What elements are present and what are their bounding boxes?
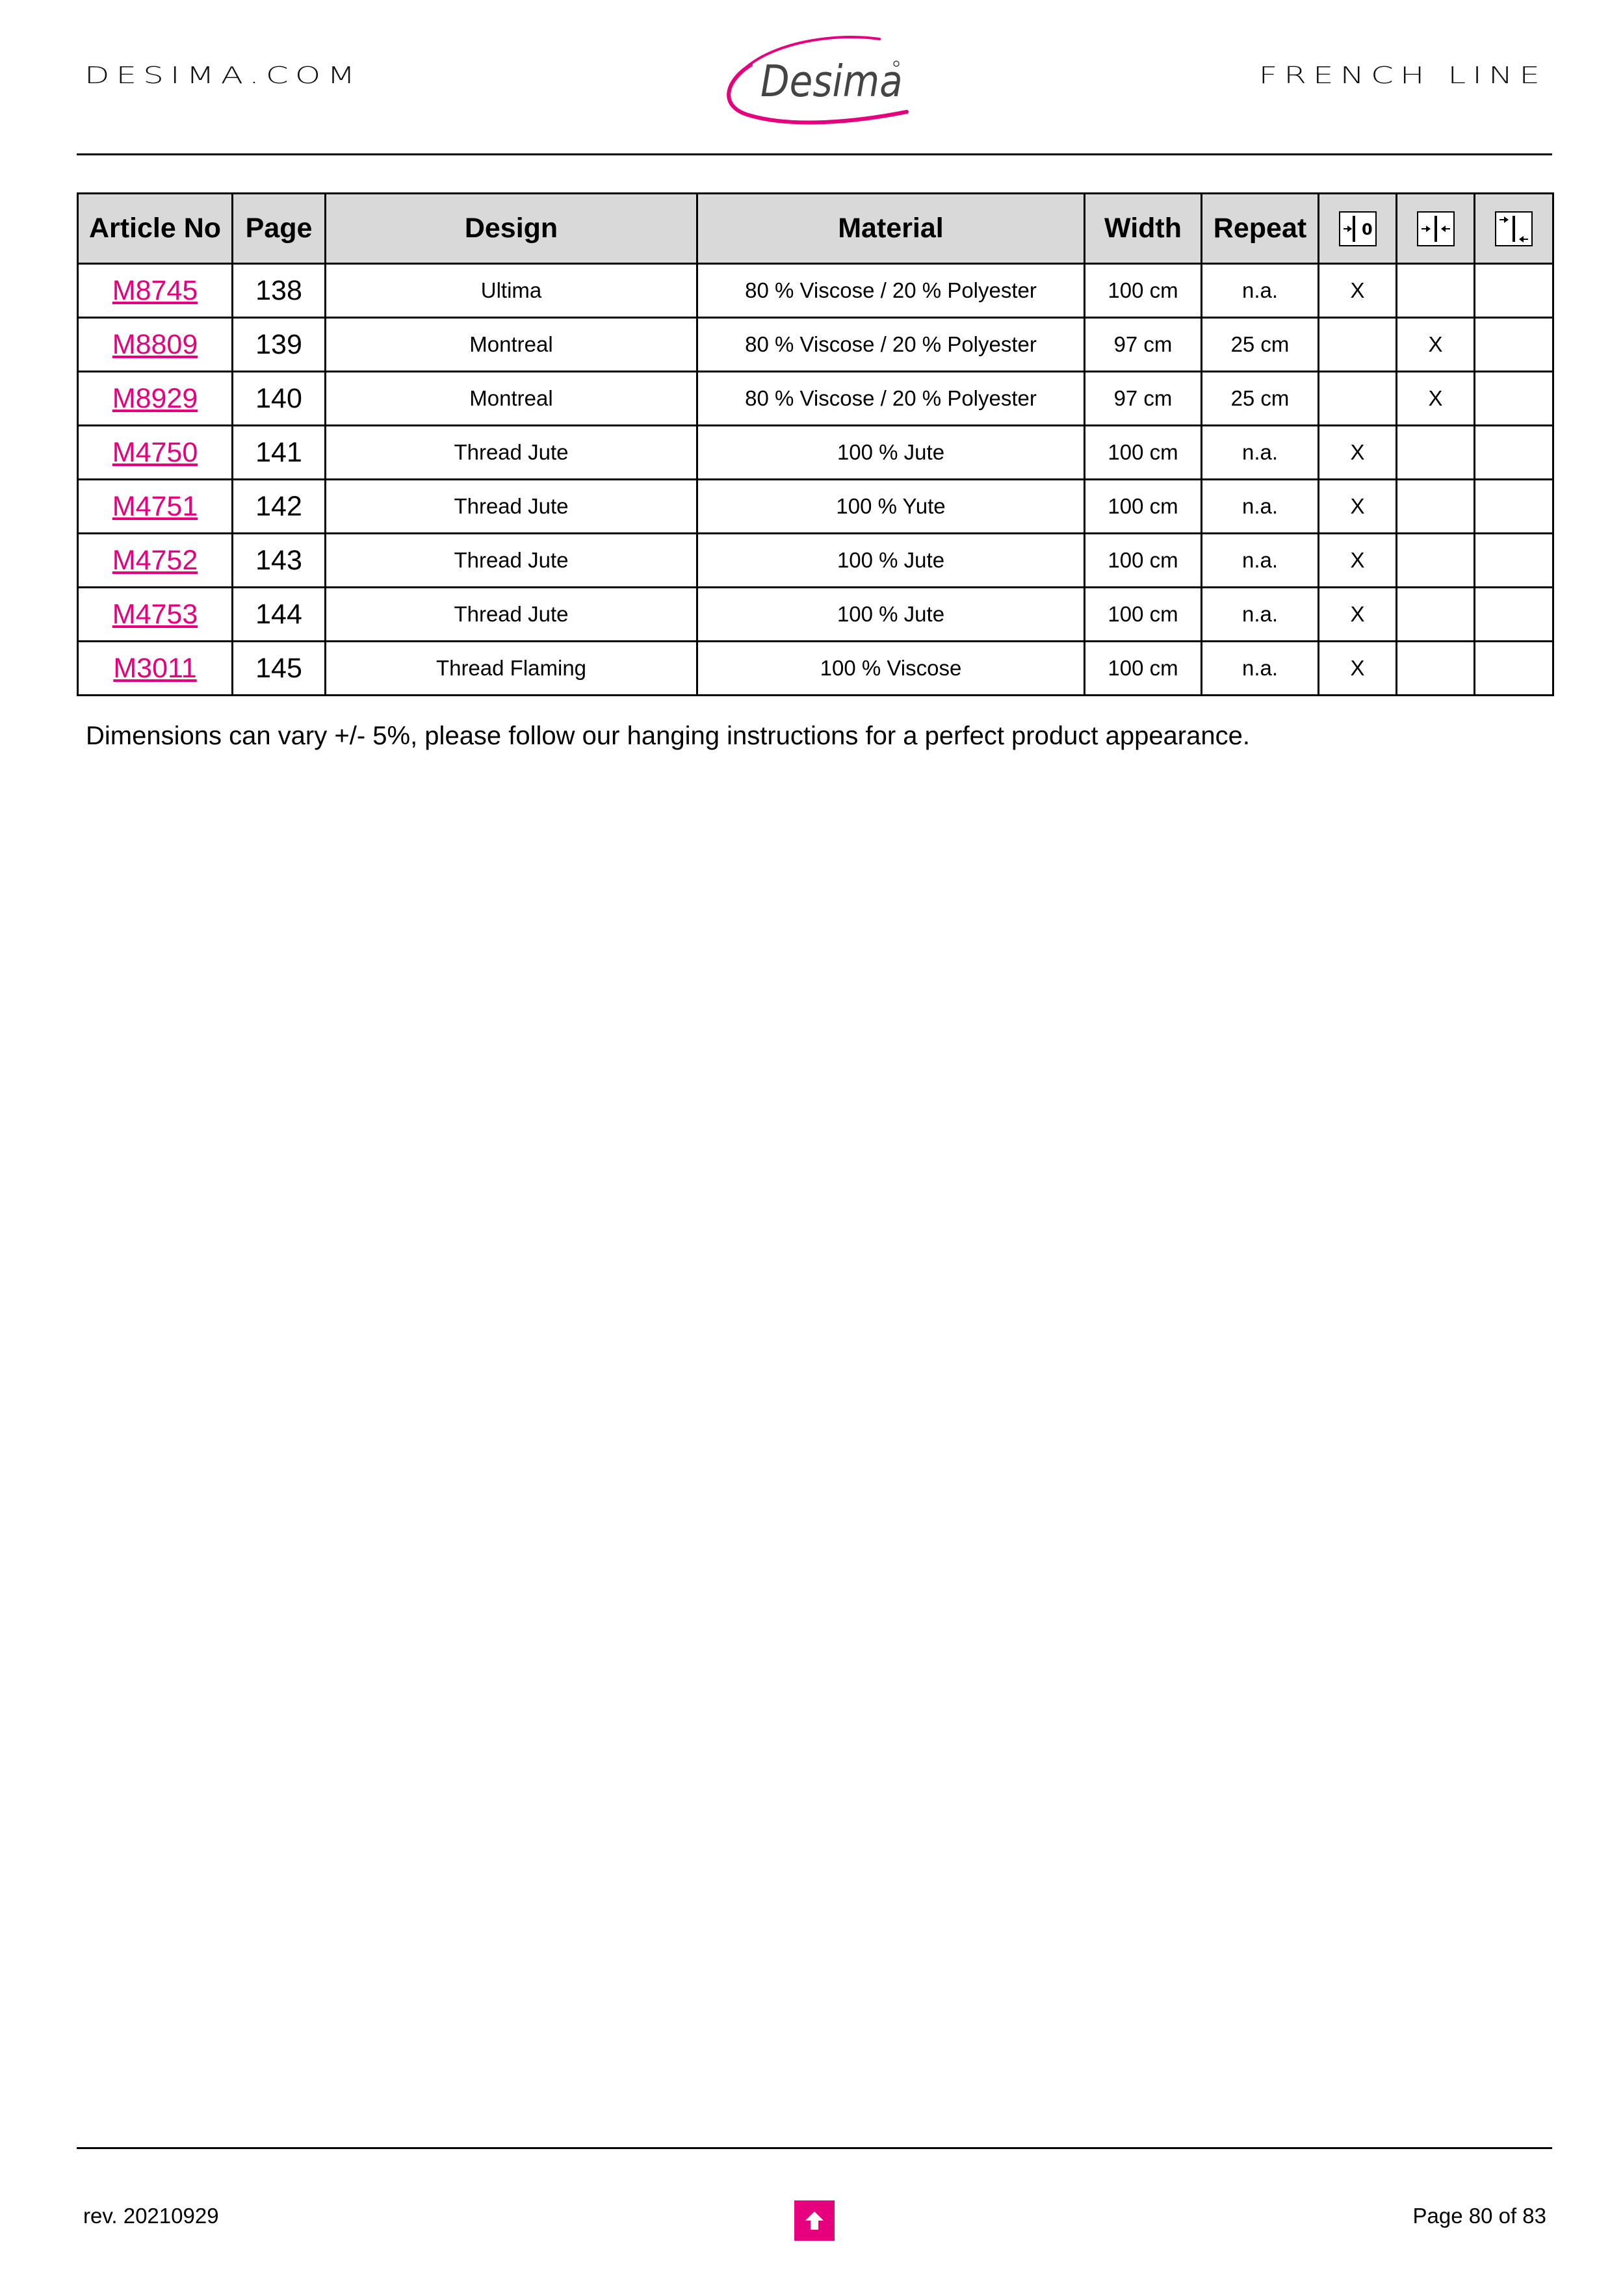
- table-row: [78, 588, 1553, 642]
- col-half-drop-repeat: [1475, 194, 1553, 264]
- width-cell: 100 cm: [1085, 426, 1202, 480]
- article-no-link[interactable]: M4752: [112, 544, 198, 576]
- table-header-row: [78, 194, 1553, 264]
- half-drop-repeat-mark: [1475, 372, 1553, 426]
- col-straight-repeat: [1397, 194, 1475, 264]
- col-page: Page: [233, 194, 326, 264]
- article-no-link[interactable]: M8745: [112, 274, 198, 306]
- design-cell: Ultima: [326, 264, 697, 318]
- repeat-cell: 25 cm: [1202, 318, 1319, 372]
- offset-repeat-mark: X: [1319, 426, 1397, 480]
- col-offset-repeat: [1319, 194, 1397, 264]
- width-cell: 100 cm: [1085, 480, 1202, 534]
- article-cell: [78, 426, 233, 480]
- page-cell: 143: [233, 534, 326, 588]
- straight-repeat-mark: X: [1397, 318, 1475, 372]
- table-row: [78, 534, 1553, 588]
- width-cell: 100 cm: [1085, 534, 1202, 588]
- design-cell: Montreal: [326, 318, 697, 372]
- material-cell: 100 % Yute: [697, 480, 1085, 534]
- offset-repeat-mark: X: [1319, 534, 1397, 588]
- article-cell: [78, 534, 233, 588]
- offset-repeat-mark: [1319, 318, 1397, 372]
- collection-name: FRENCH LINE: [1258, 62, 1546, 89]
- width-cell: 100 cm: [1085, 264, 1202, 318]
- table-row: [78, 426, 1553, 480]
- page-cell: 140: [233, 372, 326, 426]
- straight-repeat-mark: [1397, 642, 1475, 696]
- width-cell: 100 cm: [1085, 642, 1202, 696]
- offset-repeat-mark: X: [1319, 264, 1397, 318]
- material-cell: 80 % Viscose / 20 % Polyester: [697, 264, 1085, 318]
- design-cell: Thread Jute: [326, 480, 697, 534]
- repeat-cell: n.a.: [1202, 426, 1319, 480]
- material-cell: 100 % Jute: [697, 588, 1085, 642]
- width-cell: 97 cm: [1085, 372, 1202, 426]
- page-cell: 144: [233, 588, 326, 642]
- logo-text: Desima: [760, 56, 903, 107]
- article-cell: [78, 480, 233, 534]
- half-drop-repeat-mark: [1475, 588, 1553, 642]
- table-row: [78, 480, 1553, 534]
- site-name: DESIMA.COM: [84, 62, 362, 89]
- material-cell: 100 % Viscose: [697, 642, 1085, 696]
- offset-repeat-mark: X: [1319, 588, 1397, 642]
- table-row: [78, 318, 1553, 372]
- col-material: Material: [697, 194, 1085, 264]
- material-cell: 100 % Jute: [697, 426, 1085, 480]
- table-row: [78, 372, 1553, 426]
- repeat-cell: n.a.: [1202, 534, 1319, 588]
- page-cell: 138: [233, 264, 326, 318]
- width-cell: 100 cm: [1085, 588, 1202, 642]
- offset-repeat-mark: X: [1319, 480, 1397, 534]
- page-cell: 142: [233, 480, 326, 534]
- page-cell: 139: [233, 318, 326, 372]
- page-cell: 145: [233, 642, 326, 696]
- half-drop-repeat-icon: [1494, 211, 1533, 247]
- page-cell: 141: [233, 426, 326, 480]
- footer-divider: [77, 2147, 1552, 2149]
- straight-repeat-mark: [1397, 264, 1475, 318]
- material-cell: 100 % Jute: [697, 534, 1085, 588]
- material-cell: 80 % Viscose / 20 % Polyester: [697, 372, 1085, 426]
- article-cell: [78, 588, 233, 642]
- design-cell: Thread Jute: [326, 534, 697, 588]
- article-no-link[interactable]: M4750: [112, 436, 198, 468]
- design-cell: Montreal: [326, 372, 697, 426]
- straight-repeat-mark: [1397, 588, 1475, 642]
- article-cell: [78, 372, 233, 426]
- half-drop-repeat-mark: [1475, 318, 1553, 372]
- half-drop-repeat-mark: [1475, 480, 1553, 534]
- offset-repeat-mark: [1319, 372, 1397, 426]
- half-drop-repeat-mark: [1475, 642, 1553, 696]
- offset-zero-label: 0: [1361, 220, 1373, 239]
- back-to-top-button[interactable]: [794, 2200, 835, 2241]
- repeat-cell: 25 cm: [1202, 372, 1319, 426]
- straight-repeat-mark: [1397, 426, 1475, 480]
- width-cell: 97 cm: [1085, 318, 1202, 372]
- article-cell: [78, 318, 233, 372]
- dimensions-note: Dimensions can vary +/- 5%, please follow our hanging instructions for a perfect product appearance.: [86, 722, 1250, 750]
- revision-label: rev. 20210929: [83, 2204, 219, 2228]
- table-row: [78, 642, 1553, 696]
- repeat-cell: n.a.: [1202, 588, 1319, 642]
- article-no-link[interactable]: M8809: [112, 328, 198, 360]
- half-drop-repeat-mark: [1475, 534, 1553, 588]
- article-no-link[interactable]: M4753: [112, 598, 198, 630]
- article-cell: [78, 264, 233, 318]
- offset-repeat-mark: X: [1319, 642, 1397, 696]
- repeat-cell: n.a.: [1202, 642, 1319, 696]
- repeat-cell: n.a.: [1202, 264, 1319, 318]
- straight-repeat-mark: [1397, 480, 1475, 534]
- design-cell: Thread Flaming: [326, 642, 697, 696]
- article-table: [77, 192, 1554, 696]
- col-width: Width: [1085, 194, 1202, 264]
- article-no-link[interactable]: M4751: [112, 490, 198, 522]
- straight-repeat-mark: X: [1397, 372, 1475, 426]
- col-repeat: Repeat: [1202, 194, 1319, 264]
- desima-logo: [712, 26, 916, 130]
- offset-repeat-icon: [1338, 211, 1377, 247]
- material-cell: 80 % Viscose / 20 % Polyester: [697, 318, 1085, 372]
- half-drop-repeat-mark: [1475, 264, 1553, 318]
- article-no-link[interactable]: M3011: [113, 652, 197, 684]
- design-cell: Thread Jute: [326, 426, 697, 480]
- half-drop-repeat-mark: [1475, 426, 1553, 480]
- design-cell: Thread Jute: [326, 588, 697, 642]
- arrow-up-icon: [803, 2209, 826, 2232]
- straight-repeat-mark: [1397, 534, 1475, 588]
- table-row: [78, 264, 1553, 318]
- header-divider: [77, 153, 1552, 155]
- col-article-no: Article No: [78, 194, 233, 264]
- col-design: Design: [326, 194, 697, 264]
- article-cell: [78, 642, 233, 696]
- straight-repeat-icon: [1416, 211, 1455, 247]
- page-number: Page 80 of 83: [1412, 2204, 1546, 2228]
- article-no-link[interactable]: M8929: [112, 382, 198, 414]
- repeat-cell: n.a.: [1202, 480, 1319, 534]
